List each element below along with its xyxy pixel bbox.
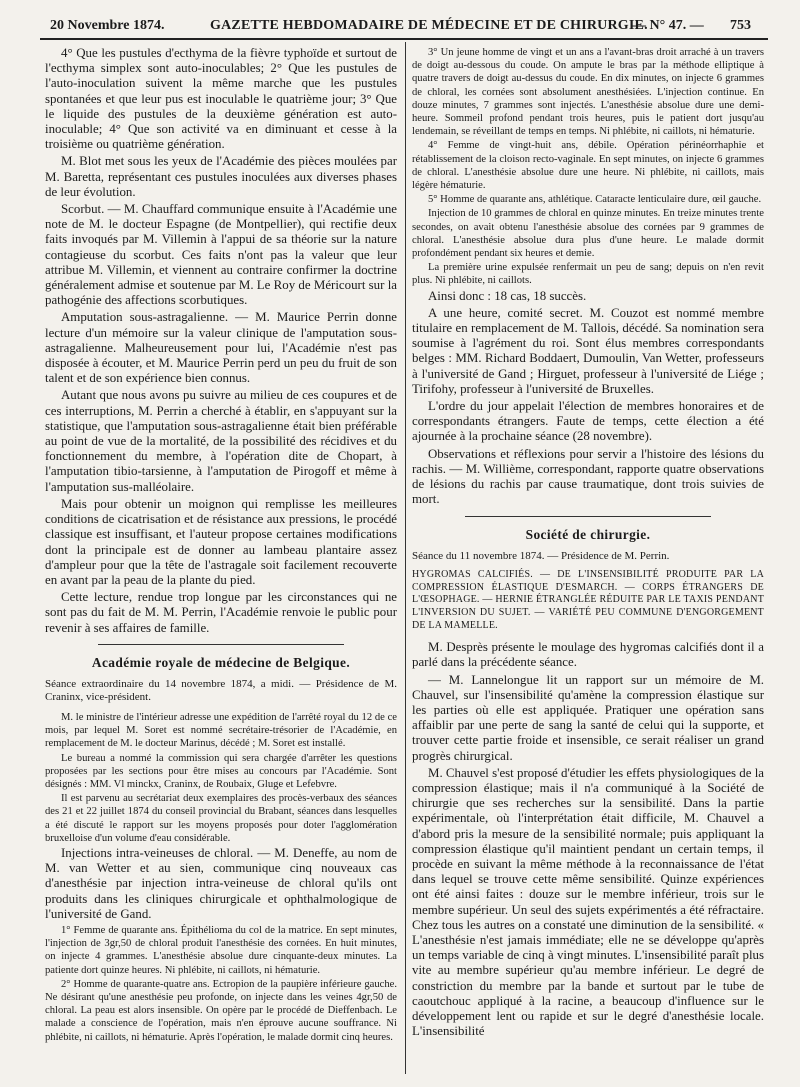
session-heading: Séance extraordinaire du 14 novembre 1874, a midi. — Présidence de M. Craninx, vice-président. xyxy=(45,677,397,704)
issue-date: 20 Novembre 1874. xyxy=(50,18,165,33)
paragraph: — M. Lannelongue lit un rapport sur un mémoire de M. Chauvel, sur l'insensibilité qu'amène la compression élastique sur les parties où elle est appliquée. Pratiquer une opération sans affaiblir par une perte de sang la santé de celui qui la supporte, et trouver cette partie froide et insensible, ce serait réaliser un grand progrès chirurgical. xyxy=(412,672,764,763)
paragraph: A une heure, comité secret. M. Couzot est nommé membre titulaire en remplacement de M. Tallois, décédé. Sa nomination sera soumise à l'agrément du roi. Sont élus membres correspondants belges : MM. Richard Boddaert, Dumoulin, Van Wetter, professeurs à l'université de Gand ; Hirguet, professeur à l'université de Liége ; Tirifohy, professeur à l'université de Bruxelles. xyxy=(412,305,764,396)
paragraph: M. Chauvel s'est proposé d'étudier les effets physiologiques de la compression élastique; mais il n'a communiqué à la Société de chirurgie que ses recherches sur la sensibilité. Dans la partie expérimentale, où l'interprétation était difficile, M. Chauvel a d'abord pris la mesure de la sensibilité normale; puis appliquant la compression élastique qu'il maintient pendant un certain temps, il procède en suivant la même méthode à la reconnaissance de l'état dans lequel se trouve cette même sensibilité. Quinze expériences ont été ainsi faites : douze sur le membre inférieur, trois sur le membre supérieur. Un seul des sujets expérimentés a été réfractaire. Chez tous les autres on a constaté une diminution de la sensibilité. « L'anesthésie n'est jamais immédiate; elle ne se développe qu'après un temps variable de cinq à vingt minutes. L'insensibilité paraît plus vite au membre supérieur qu'au membre inférieur. Le degré de constriction du membre par la bande et surtout par le tube de caoutchouc appliqué à la racine, a beaucoup d'influence sur le développement lent ou rapide et sur le degré d'anesthésie locale. L'insensibilité xyxy=(412,765,764,1039)
running-header xyxy=(40,8,770,38)
paragraph: M. le ministre de l'intérieur adresse une expédition de l'arrêté royal du 12 de ce mois, par lequel M. Soret est nommé secrétaire-trésorier de l'Académie, en remplacement de M. le docteur Marinus, décédé ; M. Soret est installé. xyxy=(45,711,397,750)
paragraph: Il est parvenu au secrétariat deux exemplaires des procès-verbaux des séances des 21 et 22 juillet 1874 du conseil provincial du Brabant, séances dans lesquelles a été discuté le rapport sur les moyens proposés pour doter l'agglomération bruxelloise d'un volume d'eau considérable. xyxy=(45,793,397,844)
case-report: 4° Femme de vingt-huit ans, débile. Opération périnéorrhaphie et rétablissement de la cloison recto-vaginale. En sept minutes, on injecte 6 grammes de chloral. L'anesthésie absolue dure une heure. Ni phlébite, ni caillots, mais légère hématurie. xyxy=(412,140,764,192)
section-rule xyxy=(98,644,344,645)
section-title: Académie royale de médecine de Belgique. xyxy=(91,654,351,670)
paragraph: Scorbut. — M. Chauffard communique ensuite à l'Académie une note de M. le docteur Espagne (de Montpellier), qui rectifie deux faits invoqués par M. Villemin à l'appui de sa théorie sur la nature contagieuse du scorbut. Ces faits n'ont pas la valeur que leur attribue M. Villemin, et viennent au contraire confirmer la doctrine généralement admise et soutenue par M. Le Roy de Méricourt sur la pathogénie des affections scorbutiques. xyxy=(45,202,397,308)
paragraph: 4° Que les pustules d'ecthyma de la fièvre typhoïde et surtout de l'ecthyma simplex sont auto-inoculables; 2° Que les pustules de l'auto-inoculation suivent la même marche que les pustules spontanées et que leur pus est inoculable le quatrième jour; 3° Que le liquide des pustules de la deuxième génération est auto-inoculable; 4° Que son activité va en diminuant et cesse à la troisième ou quatrième génération. xyxy=(45,46,397,152)
case-report: 2° Homme de quarante-quatre ans. Ectropion de la paupière inférieure gauche. Ne désirant qu'une anesthésie peu profonde, on injecte dans les veines 4gr,50 de chloral. La peau est alors insensible. On opère par le procédé de Dieffenbach. Le malade a conscience de l'opération, mais n'en éprouve aucune souffrance. Ni phlébite, ni caillots, ni hématurie. Après l'opération, le malade dormit cinq heures. xyxy=(45,978,397,1043)
column-separator xyxy=(405,42,406,1074)
page-number: 753 xyxy=(730,18,751,33)
paragraph: M. Desprès présente le moulage des hygromas calcifiés dont il a parlé dans la précédente séance. xyxy=(412,640,764,670)
paragraph: Amputation sous-astragalienne. — M. Maurice Perrin donne lecture d'un mémoire sur la valeur clinique de l'amputation sous-astragalienne. Malheureusement pour lui, l'Académie n'est pas disposée à écouter, et M. Maurice Perrin perd un peu du fruit de son talent et de son expérience bien connus. xyxy=(45,310,397,386)
paragraph: Mais pour obtenir un moignon qui remplisse les meilleures conditions de cicatrisation et de résistance aux pressions, le procédé classique est insuffisant, et l'auteur propose certaines modifications dont la principale est de donner au lambeau plantaire assez d'ampleur pour que la tête de l'astragale soit facilement recouverte en avant par la peau de la plante du pied. xyxy=(45,496,397,587)
journal-title: GAZETTE HEBDOMADAIRE DE MÉDECINE ET DE CHIRURGIE. xyxy=(210,18,648,33)
section-rule xyxy=(465,516,711,517)
paragraph: Le bureau a nommé la commission qui sera chargée d'arrêter les questions proposées par les sections pour être mises au concours par l'Académie. Sont désignés : MM. Vl minckx, Craninx, de Roubaix, Gluge et Lefebvre. xyxy=(45,752,397,790)
header-rule xyxy=(40,38,768,40)
case-report: 5° Homme de quarante ans, athlétique. Cataracte lenticulaire dure, œil gauche. xyxy=(428,194,762,206)
right-column xyxy=(412,46,764,1076)
paragraph: Observations et réflexions pour servir a l'histoire des lésions du rachis. — M. Willième, correspondant, rapporte quatre observations de lésions du rachis par cause traumatique, dont trois suivies de mort. xyxy=(412,446,764,507)
session-summary: HYGROMAS CALCIFIÉS. — DE L'INSENSIBILITÉ PRODUITE PAR LA COMPRESSION ÉLASTIQUE D'ESMARCH. — CORPS ÉTRANGERS DE L'ŒSOPHAGE. — HERNIE ÉTRANGLÉE RÉDUITE PAR LE TAXIS PENDANT L'INVERSION DU SUJET. — VARIÉTÉ PEU COMMUNE D'ENGORGEMENT DE LA MAMELLE. xyxy=(412,569,764,631)
case-report: 1° Femme de quarante ans. Épithélioma du col de la matrice. En sept minutes, l'injection de 3gr,50 de chloral produit l'anesthésie des cornées. En huit minutes, on injecte 4 grammes. L'anesthésie absolue dure cinquante-deux minutes. La patiente dort quinze heures. Ni phlébite, ni caillots, ni hématurie. xyxy=(45,924,397,976)
paragraph: Cette lecture, rendue trop longue par les circonstances qui ne sont pas du fait de M. M. Perrin, l'Académie renvoie le public pour revenir à ses affaires de famille. xyxy=(45,590,397,635)
paragraph: L'ordre du jour appelait l'élection de membres honoraires et de correspondants étrangers. Faute de temps, cette élection a été ajournée à la prochaine séance (28 novembre). xyxy=(412,399,764,444)
left-column xyxy=(45,46,397,1076)
case-report: 3° Un jeune homme de vingt et un ans a l'avant-bras droit arraché à un travers de doigt au-dessous du coude. On ampute le bras par la méthode elliptique à quatre travers de doigt au-dessus du coude. En dix minutes, on injecte 6 grammes de chloral, les cornées sont absolument anesthésiées. L'injection continue. En douze minutes, 7 grammes sont injectés. L'anesthésie absolue dure une demi-heure. Sommeil profond pendant trois heures, puis le patient dort jusqu'au lendemain, se réveillant de temps en temps. Ni phlébite, ni caillots, ni hématurie. xyxy=(412,47,764,138)
session-heading: Séance du 11 novembre 1874. — Présidence de M. Perrin. xyxy=(412,549,670,562)
paragraph: Autant que nous avons pu suivre au milieu de ces coupures et de ces interruptions, M. Perrin a cherché à établir, en s'appuyant sur la statistique, que l'amputation sous-astragalienne était bien préférable au point de vue de la mortalité, de la possibilité des récidives et du fonctionnement du membre, à l'opération dite de Chopart, à l'amputation tibio-tarsienne, à l'amputation de Pirogoff et même à l'amputation sus-malléolaire. xyxy=(45,388,397,494)
summary-line: Ainsi donc : 18 cas, 18 succès. xyxy=(428,288,587,303)
paragraph: M. Blot met sous les yeux de l'Académie des pièces moulées par M. Baretta, représentant ces pustules inoculées aux diverses phases de leur évolution. xyxy=(45,154,397,199)
section-title: Société de chirurgie. xyxy=(525,526,651,542)
case-report: Injection de 10 grammes de chloral en quinze minutes. En treize minutes trente secondes, on avait obtenu l'anesthésie absolue des cornées par 9 grammes de chloral. L'anesthésie absolue dura plus d'une heure. Le malade dormit profondément pendant six heures et demie. xyxy=(412,208,764,260)
issue-number: — N° 47. — xyxy=(632,18,704,33)
case-report: La première urine expulsée renfermait un peu de sang; depuis on n'en revit plus. Ni phlébite, ni caillots. xyxy=(412,262,764,287)
paragraph: Injections intra-veineuses de chloral. — M. Deneffe, au nom de M. van Wetter et au sien, communique cinq nouveaux cas d'anesthésie par injection intra-veineuse de chloral qu'ils ont produits dans les cliniques chirurgicale et ophthalmologique de l'université de Gand. xyxy=(45,845,397,921)
